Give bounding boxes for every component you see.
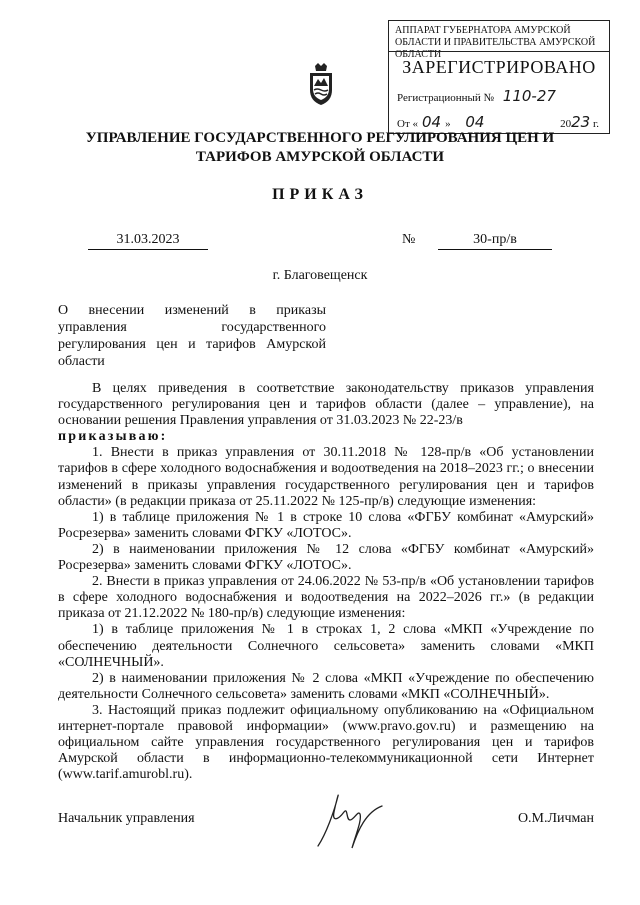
order-subject: О внесении изменений в приказы управления государственного регулирования цен и тарифов Амурской области	[58, 303, 326, 369]
preamble-paragraph: В целях приведения в соответствие законодательству приказов управления государственного регулирования цен и тарифов области (далее – управление), на основании решения Правления управления от 31.03.2023 № 22-23/в	[58, 381, 594, 429]
clause-2: 2. Внести в приказ управления от 24.06.2022 № 53-пр/в «Об установлении тарифов в сфере холодного водоснабжения и водоотведения на 2022–2026 гг.» (в редакции приказа от 21.12.2022 № 180-пр/в) следующие изменения:	[58, 574, 594, 622]
stamp-reg-number: 110-27	[502, 87, 556, 105]
clause-1: 1. Внести в приказ управления от 30.11.2018 № 128-пр/в «Об установлении тарифов в сфере холодного водоснабжения и водоотведения на 2018–2023 гг.; о внесении изменений в приказы управления государственного регулирования цен и тарифов области» (в редакции приказа от 25.11.2022 № 125-пр/в) следующие изменения:	[58, 445, 594, 509]
coat-of-arms-icon	[306, 62, 336, 106]
document-title: ПРИКАЗ	[272, 186, 368, 203]
stamp-organization: АППАРАТ ГУБЕРНАТОРА АМУРСКОЙ ОБЛАСТИ И ПРАВИТЕЛЬСТВА АМУРСКОЙ ОБЛАСТИ	[395, 25, 596, 60]
stamp-divider	[389, 51, 609, 52]
handwritten-signature	[312, 790, 388, 852]
clause-2-sub-1: 1) в таблице приложения № 1 в строках 1, 2 слова «МКП «Учреждение по обеспечению деятельности Солнечного сельсовета» заменить словами «МКП «СОЛНЕЧНЫЙ».	[58, 622, 594, 670]
stamp-month: 04	[465, 113, 485, 131]
stamp-year-suffix: 23	[571, 113, 591, 131]
stamp-status: ЗАРЕГИСТРИРОВАНО	[402, 57, 596, 77]
clause-3: 3. Настоящий приказ подлежит официальному опубликованию на «Официальном интернет-портале правовой информации» (www.pravo.gov.ru) и размещению на официальном сайте управления государственного регулирования цен и тарифов Амурской области в информационно-телекоммуникационной сети Интернет (www.tarif.amurobl.ru).	[58, 702, 594, 783]
issue-city: г. Благовещенск	[272, 268, 368, 283]
stamp-reg-line	[397, 87, 603, 105]
order-number: 30-пр/в	[438, 232, 552, 250]
stamp-year-prefix: 20	[560, 118, 572, 130]
registration-stamp	[388, 20, 610, 134]
decree-word: приказываю:	[58, 429, 168, 445]
stamp-from-label: От «	[397, 118, 419, 130]
clause-1-sub-2: 2) в наименовании приложения № 12 слова «ФГБУ комбинат «Амурский» Росрезерва» заменить словами ФГКУ «ЛОТОС».	[58, 541, 594, 574]
signer-position: Начальник управления	[58, 811, 195, 826]
stamp-year-end: г.	[592, 118, 599, 130]
signer-name: О.М.Личман	[517, 811, 594, 826]
order-date: 31.03.2023	[88, 232, 208, 250]
stamp-mid: »	[445, 118, 451, 130]
number-sign: №	[402, 232, 416, 247]
stamp-reg-label: Регистрационный №	[397, 92, 495, 104]
clause-1-sub-1: 1) в таблице приложения № 1 в строке 10 слова «ФГБУ комбинат «Амурский» Росрезерва» заменить словами ФГКУ «ЛОТОС».	[58, 509, 594, 541]
clause-2-sub-2: 2) в наименовании приложения № 2 слова «МКП «Учреждение по обеспечению деятельности Солнечного сельсовета» заменить словами «МКП «СОЛНЕЧНЫЙ».	[58, 670, 594, 702]
order-body	[58, 381, 594, 783]
stamp-day: 04	[422, 113, 442, 131]
agency-name: УПРАВЛЕНИЕ ГОСУДАРСТВЕННОГО РЕГУЛИРОВАНИЯ ЦЕН И ТАРИФОВ АМУРСКОЙ ОБЛАСТИ	[85, 130, 555, 165]
